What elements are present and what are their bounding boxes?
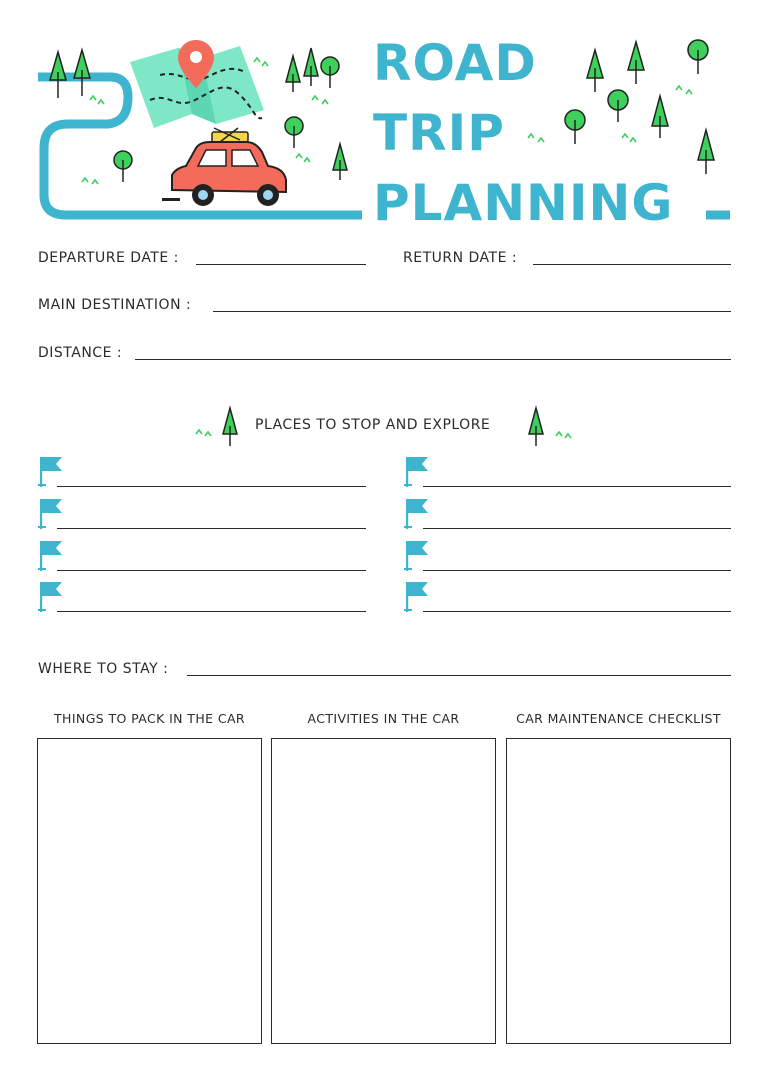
- flag-icon: [404, 539, 430, 571]
- main-destination-label: MAIN DESTINATION :: [38, 297, 192, 313]
- flag-icon: [404, 497, 430, 529]
- flag-icon: [38, 455, 64, 487]
- heading-decoration-left: [192, 404, 242, 448]
- stop-line[interactable]: [57, 486, 366, 487]
- flag-icon: [38, 497, 64, 529]
- column-heading-pack: THINGS TO PACK IN THE CAR: [54, 711, 245, 726]
- title-line-2: TRIP: [373, 104, 505, 162]
- main-destination-line[interactable]: [213, 311, 731, 312]
- stop-line[interactable]: [57, 528, 366, 529]
- title-line-3: PLANNING: [373, 174, 674, 232]
- column-heading-activities: ACTIVITIES IN THE CAR: [307, 711, 460, 726]
- places-heading: PLACES TO STOP AND EXPLORE: [255, 417, 491, 433]
- return-date-line[interactable]: [533, 264, 731, 265]
- departure-date-label: DEPARTURE DATE :: [38, 250, 179, 266]
- grass-icon: [556, 432, 571, 438]
- where-to-stay-label: WHERE TO STAY :: [38, 661, 169, 677]
- flag-icon: [38, 580, 64, 612]
- flag-icon: [404, 455, 430, 487]
- stop-line[interactable]: [423, 486, 731, 487]
- stop-line[interactable]: [423, 570, 731, 571]
- distance-label: DISTANCE :: [38, 345, 123, 361]
- stop-line[interactable]: [423, 611, 731, 612]
- car-icon: [162, 128, 286, 206]
- distance-line[interactable]: [135, 359, 731, 360]
- pack-list-box[interactable]: [37, 738, 262, 1044]
- stop-line[interactable]: [57, 611, 366, 612]
- where-to-stay-line[interactable]: [187, 675, 731, 676]
- stop-line[interactable]: [57, 570, 366, 571]
- maintenance-checklist-box[interactable]: [506, 738, 731, 1044]
- stop-line[interactable]: [423, 528, 731, 529]
- departure-date-line[interactable]: [196, 264, 366, 265]
- grass-icon: [196, 430, 211, 436]
- flag-icon: [404, 580, 430, 612]
- heading-decoration-right: [526, 404, 578, 448]
- activities-box[interactable]: [271, 738, 496, 1044]
- column-heading-maintenance: CAR MAINTENANCE CHECKLIST: [516, 711, 721, 726]
- flag-icon: [38, 539, 64, 571]
- tree-icon: [529, 408, 543, 446]
- tree-icon: [223, 408, 237, 446]
- return-date-label: RETURN DATE :: [403, 250, 518, 266]
- title-line-1: ROAD: [373, 34, 537, 92]
